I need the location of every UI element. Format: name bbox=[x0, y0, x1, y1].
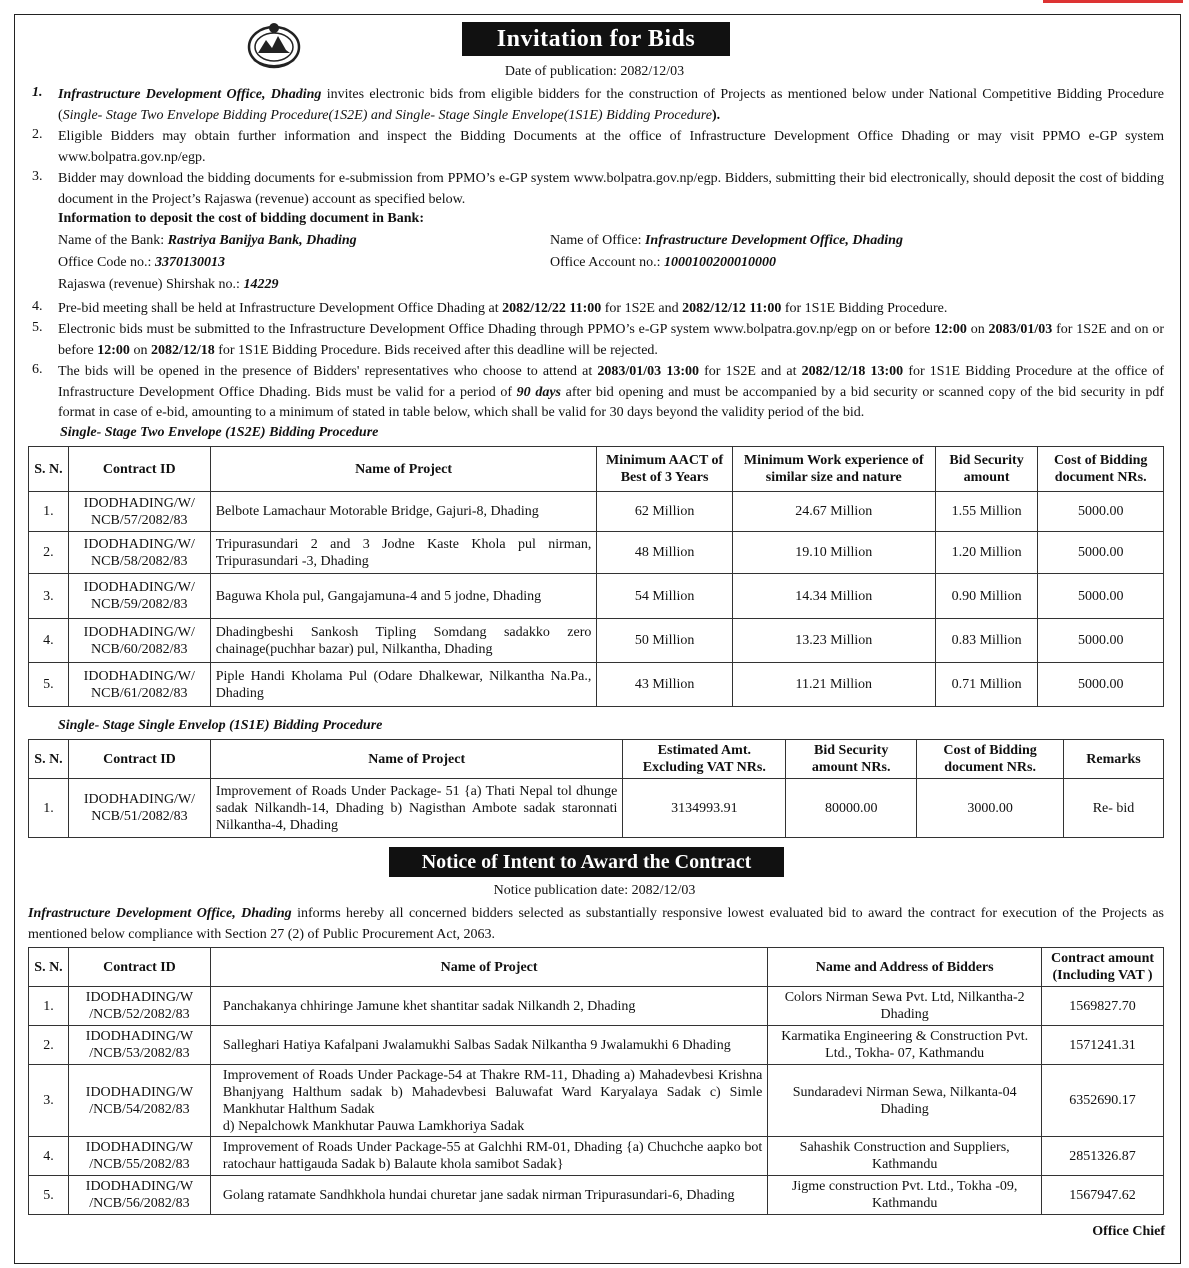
cell: Jigme construction Pvt. Ltd., Tokha -09, Kathmandu bbox=[768, 1176, 1042, 1215]
cell: 6352690.17 bbox=[1042, 1065, 1164, 1137]
cell: 14.34 Million bbox=[732, 574, 935, 619]
col-header: S. N. bbox=[29, 948, 69, 987]
text: after bid opening and must be accompanied by a bid security or scanned copy of the bid security in pdf format in case of e-bid, amounting to a minimum of stated in table below, which shall be valid for 30 days beyond the validity period of the bid. bbox=[58, 384, 1164, 420]
col-header: S. N. bbox=[29, 447, 69, 492]
rajaswa-label: Rajaswa (revenue) Shirshak no.: bbox=[58, 277, 244, 292]
cell: 4. bbox=[29, 619, 69, 663]
col-header: Remarks bbox=[1064, 740, 1164, 779]
cell: Baguwa Khola pul, Gangajamuna-4 and 5 jodne, Dhading bbox=[210, 574, 597, 619]
cell: 5000.00 bbox=[1038, 663, 1164, 707]
office-name: Infrastructure Development Office, Dhading bbox=[58, 87, 322, 102]
cell: 54 Million bbox=[597, 574, 732, 619]
office-code-label: Office Code no.: bbox=[58, 255, 155, 270]
cell: 0.71 Million bbox=[935, 663, 1038, 707]
paragraph-end: ). bbox=[711, 107, 721, 123]
text: for 1S2E and bbox=[601, 301, 683, 316]
cell: 13.23 Million bbox=[732, 619, 935, 663]
cell: 24.67 Million bbox=[732, 492, 935, 532]
cell: 2. bbox=[29, 1026, 69, 1065]
cell: IDODHADING/W/ NCB/59/2082/83 bbox=[68, 574, 210, 619]
bank-name-label: Name of the Bank: bbox=[58, 233, 168, 248]
page-title: Invitation for Bids bbox=[462, 22, 730, 56]
table1-caption: Single- Stage Two Envelope (1S2E) Bidding Procedure bbox=[60, 425, 379, 440]
cell: IDODHADING/W /NCB/52/2082/83 bbox=[68, 987, 210, 1026]
paragraph-6 bbox=[58, 362, 1164, 424]
cell: IDODHADING/W /NCB/55/2082/83 bbox=[68, 1137, 210, 1176]
cell: IDODHADING/W /NCB/54/2082/83 bbox=[68, 1065, 210, 1137]
cell: IDODHADING/W/ NCB/58/2082/83 bbox=[68, 532, 210, 574]
cell: 5000.00 bbox=[1038, 492, 1164, 532]
table-row bbox=[29, 532, 1164, 574]
table-1s1e bbox=[28, 739, 1164, 838]
col-header: Bid Security amount NRs. bbox=[786, 740, 917, 779]
col-header: Bid Security amount bbox=[935, 447, 1038, 492]
cell: 80000.00 bbox=[786, 779, 917, 838]
col-header: S. N. bbox=[29, 740, 69, 779]
cell: 2. bbox=[29, 532, 69, 574]
cell: IDODHADING/W/ NCB/51/2082/83 bbox=[68, 779, 210, 838]
cell: Sahashik Construction and Suppliers, Kathmandu bbox=[768, 1137, 1042, 1176]
office-code: 3370130013 bbox=[154, 255, 225, 270]
bank-name-line bbox=[58, 233, 357, 249]
table-row bbox=[29, 1176, 1164, 1215]
cell: 3134993.91 bbox=[623, 779, 786, 838]
cell: 3. bbox=[29, 574, 69, 619]
paragraph-4 bbox=[58, 299, 1164, 320]
table-award bbox=[28, 947, 1164, 1215]
text: The bids will be opened in the presence of Bidders' representatives who choose to attend at bbox=[58, 364, 598, 379]
table-row bbox=[29, 1026, 1164, 1065]
col-header: Cost of Bidding document NRs. bbox=[917, 740, 1064, 779]
item-number: 4. bbox=[32, 299, 43, 314]
text: Pre-bid meeting shall be held at Infrastructure Development Office Dhading at bbox=[58, 301, 503, 316]
col-header: Minimum AACT of Best of 3 Years bbox=[597, 447, 732, 492]
nepal-government-emblem-icon bbox=[246, 20, 302, 70]
notice-office: Infrastructure Development Office, Dhading bbox=[28, 906, 292, 921]
cell: Piple Handi Kholama Pul (Odare Dhalkewar, Nilkantha Na.Pa., Dhading bbox=[210, 663, 597, 707]
office-name-line bbox=[550, 233, 903, 249]
cell: 3000.00 bbox=[917, 779, 1064, 838]
cell: 1. bbox=[29, 492, 69, 532]
col-header: Name of Project bbox=[210, 740, 622, 779]
cell: 0.90 Million bbox=[935, 574, 1038, 619]
date: 2082/12/18 13:00 bbox=[801, 364, 904, 379]
col-header: Contract ID bbox=[68, 740, 210, 779]
date: 2083/01/03 13:00 bbox=[597, 364, 699, 379]
signature-office-chief: Office Chief bbox=[1092, 1224, 1165, 1239]
publication-date: Date of publication: 2082/12/03 bbox=[504, 64, 685, 79]
cell: 3. bbox=[29, 1065, 69, 1137]
table-row bbox=[29, 663, 1164, 707]
item-number: 1. bbox=[32, 85, 43, 100]
date: 2082/12/18 bbox=[150, 342, 215, 358]
office-account-line bbox=[550, 255, 776, 271]
paragraph-5 bbox=[58, 320, 1164, 361]
notice-date: Notice publication date: 2082/12/03 bbox=[493, 883, 696, 898]
text: for 1S1E Bidding Procedure at the office of Infrastructure Development Office Dhading. Bids must be valid for a period of bbox=[58, 364, 1164, 400]
cell: Sundaradevi Nirman Sewa, Nilkanta-04 Dhading bbox=[768, 1065, 1042, 1137]
col-header: Contract ID bbox=[68, 948, 210, 987]
validity-days: 90 days bbox=[516, 384, 561, 400]
cell: Dhadingbeshi Sankosh Tipling Somdang sadakko zero chainage(puchhar bazar) pul, Nilkantha, Dhading bbox=[210, 619, 597, 663]
col-header: Estimated Amt. Excluding VAT NRs. bbox=[623, 740, 786, 779]
table-row bbox=[29, 779, 1164, 838]
cell: 11.21 Million bbox=[732, 663, 935, 707]
bank-name: Rastriya Banijya Bank, Dhading bbox=[167, 233, 357, 248]
cell: IDODHADING/W /NCB/53/2082/83 bbox=[68, 1026, 210, 1065]
col-header: Minimum Work experience of similar size and nature bbox=[732, 447, 935, 492]
notice-text bbox=[28, 904, 1164, 945]
cell: 48 Million bbox=[597, 532, 732, 574]
office-account-label: Office Account no.: bbox=[550, 255, 665, 270]
table-row bbox=[29, 574, 1164, 619]
paragraph-text: invites electronic bids from eligible bidders for the construction of Projects as mentioned below under National Competitive Bidding Procedure ( bbox=[58, 87, 1165, 123]
paragraph-3: Bidder may download the bidding documents for e-submission from PPMO’s e-GP system www.bolpatra.gov.np/egp. Bidders, submitting their bid electronically, should deposit the cost of bidding document in the Project’s Rajaswa (revenue) account as specified below. bbox=[58, 171, 1164, 207]
cell: Salleghari Hatiya Kafalpani Jwalamukhi Salbas Sadak Nilkantha 9 Jwalamukhi 6 Dhading bbox=[210, 1026, 767, 1065]
time: 12:00 bbox=[934, 322, 967, 337]
cell: IDODHADING/W /NCB/56/2082/83 bbox=[68, 1176, 210, 1215]
table-row bbox=[29, 987, 1164, 1026]
cell: 1.55 Million bbox=[935, 492, 1038, 532]
corner-mark bbox=[1043, 0, 1183, 3]
cell: Karmatika Engineering & Construction Pvt. Ltd., Tokha- 07, Kathmandu bbox=[768, 1026, 1042, 1065]
col-header: Name and Address of Bidders bbox=[768, 948, 1042, 987]
cell: 5. bbox=[29, 663, 69, 707]
item-number: 6. bbox=[32, 362, 43, 377]
cell: 1. bbox=[29, 987, 69, 1026]
text: for 1S2E and on or before bbox=[58, 322, 1165, 358]
col-header: Cost of Bidding document NRs. bbox=[1038, 447, 1164, 492]
item-number: 2. bbox=[32, 127, 43, 142]
cell: 1567947.62 bbox=[1042, 1176, 1164, 1215]
cell: 4. bbox=[29, 1137, 69, 1176]
col-header: Contract ID bbox=[68, 447, 210, 492]
col-header: Contract amount (Including VAT ) bbox=[1042, 948, 1164, 987]
rajaswa-number: 14229 bbox=[243, 277, 279, 292]
notice-body: informs hereby all concerned bidders selected as substantially responsive lowest evaluated bid to award the contract for execution of the Projects as mentioned below compliance with Section 27 (2) of Public Procurement Act, 2063. bbox=[28, 906, 1164, 942]
paragraph-2: Eligible Bidders may obtain further information and inspect the Bidding Documents at the office of Infrastructure Development Office Dhading or may visit PPMO e-GP system www.bolpatra.gov.np/egp. bbox=[58, 129, 1164, 165]
text: for 1S1E Bidding Procedure. bbox=[781, 301, 948, 316]
cell: 5. bbox=[29, 1176, 69, 1215]
cell: Re- bid bbox=[1064, 779, 1164, 838]
rajaswa-line bbox=[58, 277, 278, 293]
cell: 43 Million bbox=[597, 663, 732, 707]
table-row bbox=[29, 492, 1164, 532]
text: for 1S1E Bidding Procedure. Bids received after this deadline will be rejected. bbox=[214, 342, 658, 358]
date: 2082/12/22 11:00 bbox=[502, 301, 602, 316]
cell: 1569827.70 bbox=[1042, 987, 1164, 1026]
item-number: 3. bbox=[32, 169, 43, 184]
cell: 1.20 Million bbox=[935, 532, 1038, 574]
cell: 5000.00 bbox=[1038, 532, 1164, 574]
procedure-name: Single- Stage Two Envelope Bidding Procedure(1S2E) and Single- Stage Single Envelope(1S1E) Bidding Procedure bbox=[62, 107, 712, 123]
cell: 0.83 Million bbox=[935, 619, 1038, 663]
table-row bbox=[29, 1065, 1164, 1137]
cell: Tripurasundari 2 and 3 Jodne Kaste Khola pul nirman, Tripurasundari -3, Dhading bbox=[210, 532, 597, 574]
item-number: 5. bbox=[32, 320, 43, 335]
col-header: Name of Project bbox=[210, 948, 767, 987]
cell: 1571241.31 bbox=[1042, 1026, 1164, 1065]
cell: IDODHADING/W/ NCB/57/2082/83 bbox=[68, 492, 210, 532]
cell: Colors Nirman Sewa Pvt. Ltd, Nilkantha-2 Dhading bbox=[768, 987, 1042, 1026]
table-row bbox=[29, 619, 1164, 663]
paragraph-1 bbox=[58, 85, 1164, 126]
cell: 5000.00 bbox=[1038, 619, 1164, 663]
table-row bbox=[29, 1137, 1164, 1176]
cell: 1. bbox=[29, 779, 69, 838]
cell: 50 Million bbox=[597, 619, 732, 663]
office-code-line bbox=[58, 255, 225, 271]
col-header: Name of Project bbox=[210, 447, 597, 492]
table-header-row bbox=[29, 740, 1164, 779]
text: on bbox=[966, 322, 989, 337]
cell: Belbote Lamachaur Motorable Bridge, Gajuri-8, Dhading bbox=[210, 492, 597, 532]
notice-title: Notice of Intent to Award the Contract bbox=[389, 847, 784, 877]
date: 2083/01/03 bbox=[988, 322, 1053, 337]
table-1s2e bbox=[28, 446, 1164, 707]
table-header-row bbox=[29, 447, 1164, 492]
cell: Panchakanya chhiringe Jamune khet shantitar sadak Nilkandh 2, Dhading bbox=[210, 987, 767, 1026]
cell: 2851326.87 bbox=[1042, 1137, 1164, 1176]
date: 2082/12/12 11:00 bbox=[682, 301, 782, 316]
office-account: 1000100200010000 bbox=[664, 255, 777, 270]
table2-caption: Single- Stage Single Envelop (1S1E) Bidding Procedure bbox=[58, 718, 383, 733]
time: 12:00 bbox=[97, 342, 130, 358]
bank-heading: Information to deposit the cost of bidding document in Bank: bbox=[58, 211, 424, 226]
cell: Golang ratamate Sandhkhola hundai churetar jane sadak nirman Tripurasundari-6, Dhading bbox=[210, 1176, 767, 1215]
cell: Improvement of Roads Under Package-55 at Galchhi RM-01, Dhading {a) Chuchche aapko bot ratochaur hattigauda Sadak b) Balaute khola samibot Sadak} bbox=[210, 1137, 767, 1176]
text: on bbox=[129, 342, 151, 358]
office-name-value: Infrastructure Development Office, Dhading bbox=[644, 233, 903, 248]
cell: 19.10 Million bbox=[732, 532, 935, 574]
text: for 1S2E and at bbox=[698, 364, 802, 379]
cell: IDODHADING/W/ NCB/60/2082/83 bbox=[68, 619, 210, 663]
cell: 5000.00 bbox=[1038, 574, 1164, 619]
cell: Improvement of Roads Under Package-54 at Thakre RM-11, Dhading a) Mahadevbesi Krishna Bhanjyang Halthum sadak b) Mahadevbesi Baluwafat Ward Karyalaya Sadak c) Simle Mankhutar Halthum Sadak d) Nepalchowk Mankhutar Pauwa Lamkhoriya Sadak bbox=[210, 1065, 767, 1137]
cell: 62 Million bbox=[597, 492, 732, 532]
office-name-label: Name of Office: bbox=[550, 233, 645, 248]
cell: IDODHADING/W/ NCB/61/2082/83 bbox=[68, 663, 210, 707]
table-header-row bbox=[29, 948, 1164, 987]
cell: Improvement of Roads Under Package- 51 {a) Thati Nepal tol dhunge sadak Nilkandh-14, Dhading b) Nagisthan Ambote sadak staronnati Nilkantha-4, Dhading bbox=[210, 779, 622, 838]
text: Electronic bids must be submitted to the Infrastructure Development Office Dhading through PPMO’s e-GP system www.bolpatra.gov.np/egp on or before bbox=[58, 322, 935, 337]
